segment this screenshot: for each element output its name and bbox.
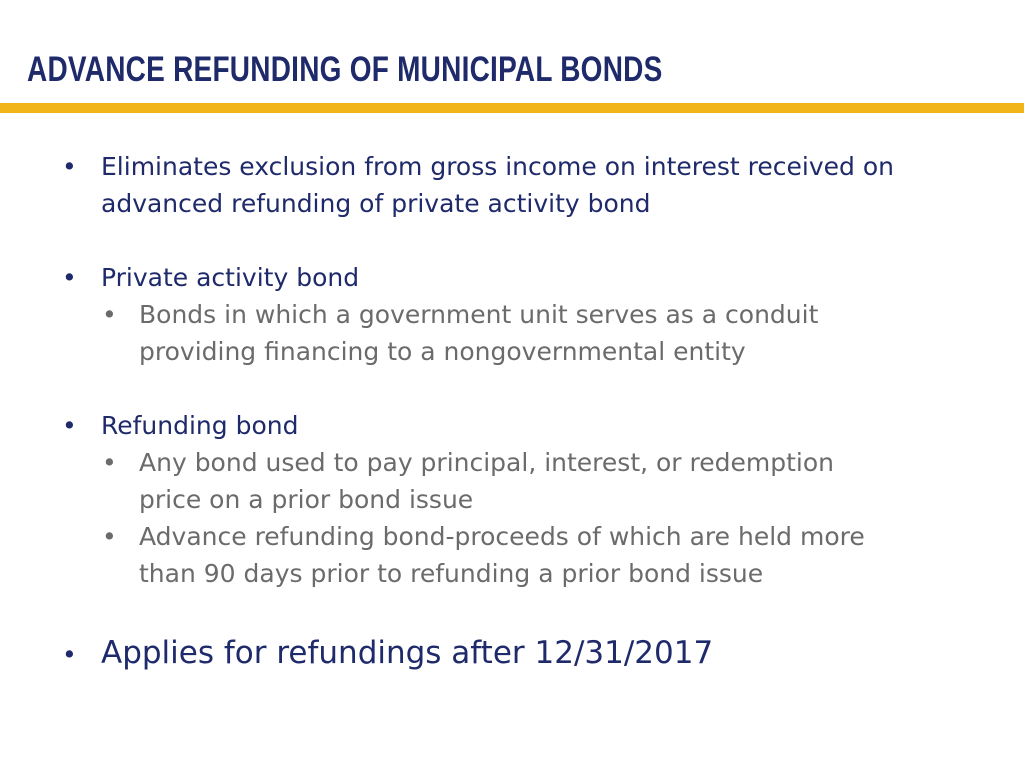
bullet-item-refunding-bond (62, 407, 299, 444)
bullet-glyph: • (62, 263, 77, 292)
sub-bullet-glyph: • (102, 522, 117, 551)
sub-bullet-advance-refunding-definition (102, 518, 865, 592)
bullet-text-line: Eliminates exclusion from gross income on interest received on (101, 152, 894, 181)
sub-bullet-glyph: • (102, 300, 117, 329)
bullet-text-line: Applies for refundings after 12/31/2017 (101, 635, 714, 671)
sub-bullet-text-line: than 90 days prior to refunding a prior bond issue (139, 559, 764, 588)
bullet-text-line: Refunding bond (101, 411, 299, 440)
sub-bullet-text-line: Bonds in which a government unit serves as a conduit (139, 300, 819, 329)
bullet-glyph: • (62, 152, 77, 181)
bullet-text-line: Private activity bond (101, 263, 360, 292)
slide-title: ADVANCE REFUNDING OF MUNICIPAL BONDS (27, 50, 663, 89)
bullet-item-private-activity-bond (62, 259, 360, 296)
sub-bullet-glyph: • (102, 448, 117, 477)
bullet-glyph: • (62, 640, 77, 669)
bullet-glyph: • (62, 411, 77, 440)
sub-bullet-refunding-definition (102, 444, 835, 518)
title-accent-bar (0, 103, 1024, 113)
sub-bullet-text-line: providing financing to a nongovernmental entity (139, 337, 746, 366)
bullet-text-line: advanced refunding of private activity bond (101, 189, 651, 218)
sub-bullet-text-line: Advance refunding bond-proceeds of which are held more (139, 522, 865, 551)
sub-bullet-text-line: Any bond used to pay principal, interest, or redemption (139, 448, 835, 477)
sub-bullet-text-line: price on a prior bond issue (139, 485, 474, 514)
bullet-item-effective-date (62, 633, 714, 673)
bullet-item-exclusion (62, 148, 894, 222)
sub-bullet-private-activity-definition (102, 296, 819, 370)
